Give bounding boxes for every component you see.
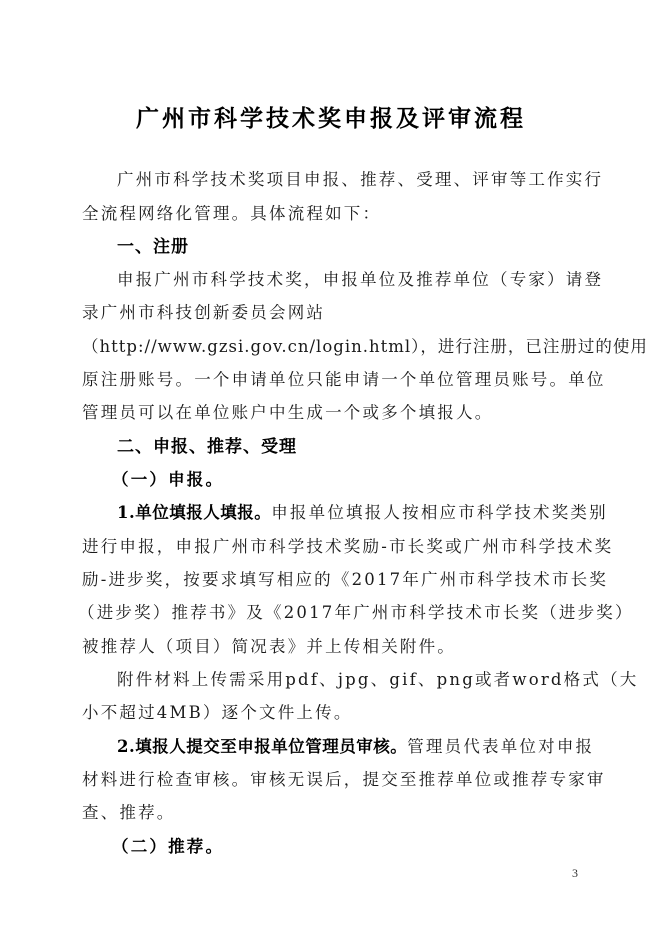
paragraph-register-url-line: （http://www.gzsi.gov.cn/login.html），进行注册，已注册过的使用	[82, 337, 648, 356]
paragraph-step2-line-1	[117, 737, 595, 757]
subsection-heading-apply: （一）申报。	[112, 470, 225, 489]
section-heading-apply: 二、申报、推荐、受理	[117, 437, 297, 457]
paragraph-register-line-5: 管理员可以在单位账户中生成一个或多个填报人。	[82, 403, 494, 422]
document-title: 广州市科学技术奖申报及评审流程	[136, 105, 526, 132]
step1-text: 申报单位填报人按相应市科学技术奖类别	[271, 503, 608, 522]
step2-text: 管理员代表单位对申报	[407, 737, 595, 756]
paragraph-step1-line-4: （进步奖）推荐书》及《2017年广州市科学技术市长奖（进步奖）	[78, 603, 634, 622]
paragraph-intro-line-2: 全流程网络化管理。具体流程如下：	[82, 204, 382, 223]
paragraph-step1-line-3: 励-进步奖，按要求填写相应的《2017年广州市科学技术市长奖	[82, 570, 609, 589]
paragraph-step2-line-3: 查、推荐。	[82, 803, 176, 822]
page-number: 3	[572, 866, 578, 880]
paragraph-attachment-line-2: 小不超过4MB）逐个文件上传。	[82, 703, 353, 722]
section-heading-register: 一、注册	[117, 237, 189, 257]
paragraph-attachment-line-1: 附件材料上传需采用pdf、jpg、gif、png或者word格式（大	[117, 670, 639, 689]
paragraph-register-line-1: 申报广州市科学技术奖，申报单位及推荐单位（专家）请登	[117, 270, 604, 289]
paragraph-step1-line-5: 被推荐人（项目）简况表》并上传相关附件。	[82, 637, 456, 656]
step2-label: 2.填报人提交至申报单位管理员审核。	[117, 737, 408, 756]
step1-label: 1.单位填报人填报。	[117, 503, 272, 522]
paragraph-step2-line-2: 材料进行检查审核。审核无误后，提交至推荐单位或推荐专家审	[82, 770, 606, 789]
paragraph-register-line-4: 原注册账号。一个申请单位只能申请一个单位管理员账号。单位	[82, 370, 606, 389]
paragraph-intro-line-1: 广州市科学技术奖项目申报、推荐、受理、评审等工作实行	[117, 170, 604, 189]
paragraph-step1-line-2: 进行申报，申报广州市科学技术奖励-市长奖或广州市科学技术奖	[82, 537, 614, 556]
paragraph-step1-line-1	[117, 503, 608, 523]
paragraph-register-line-2: 录广州市科技创新委员会网站	[82, 303, 326, 322]
subsection-heading-recommend: （二）推荐。	[112, 837, 225, 856]
